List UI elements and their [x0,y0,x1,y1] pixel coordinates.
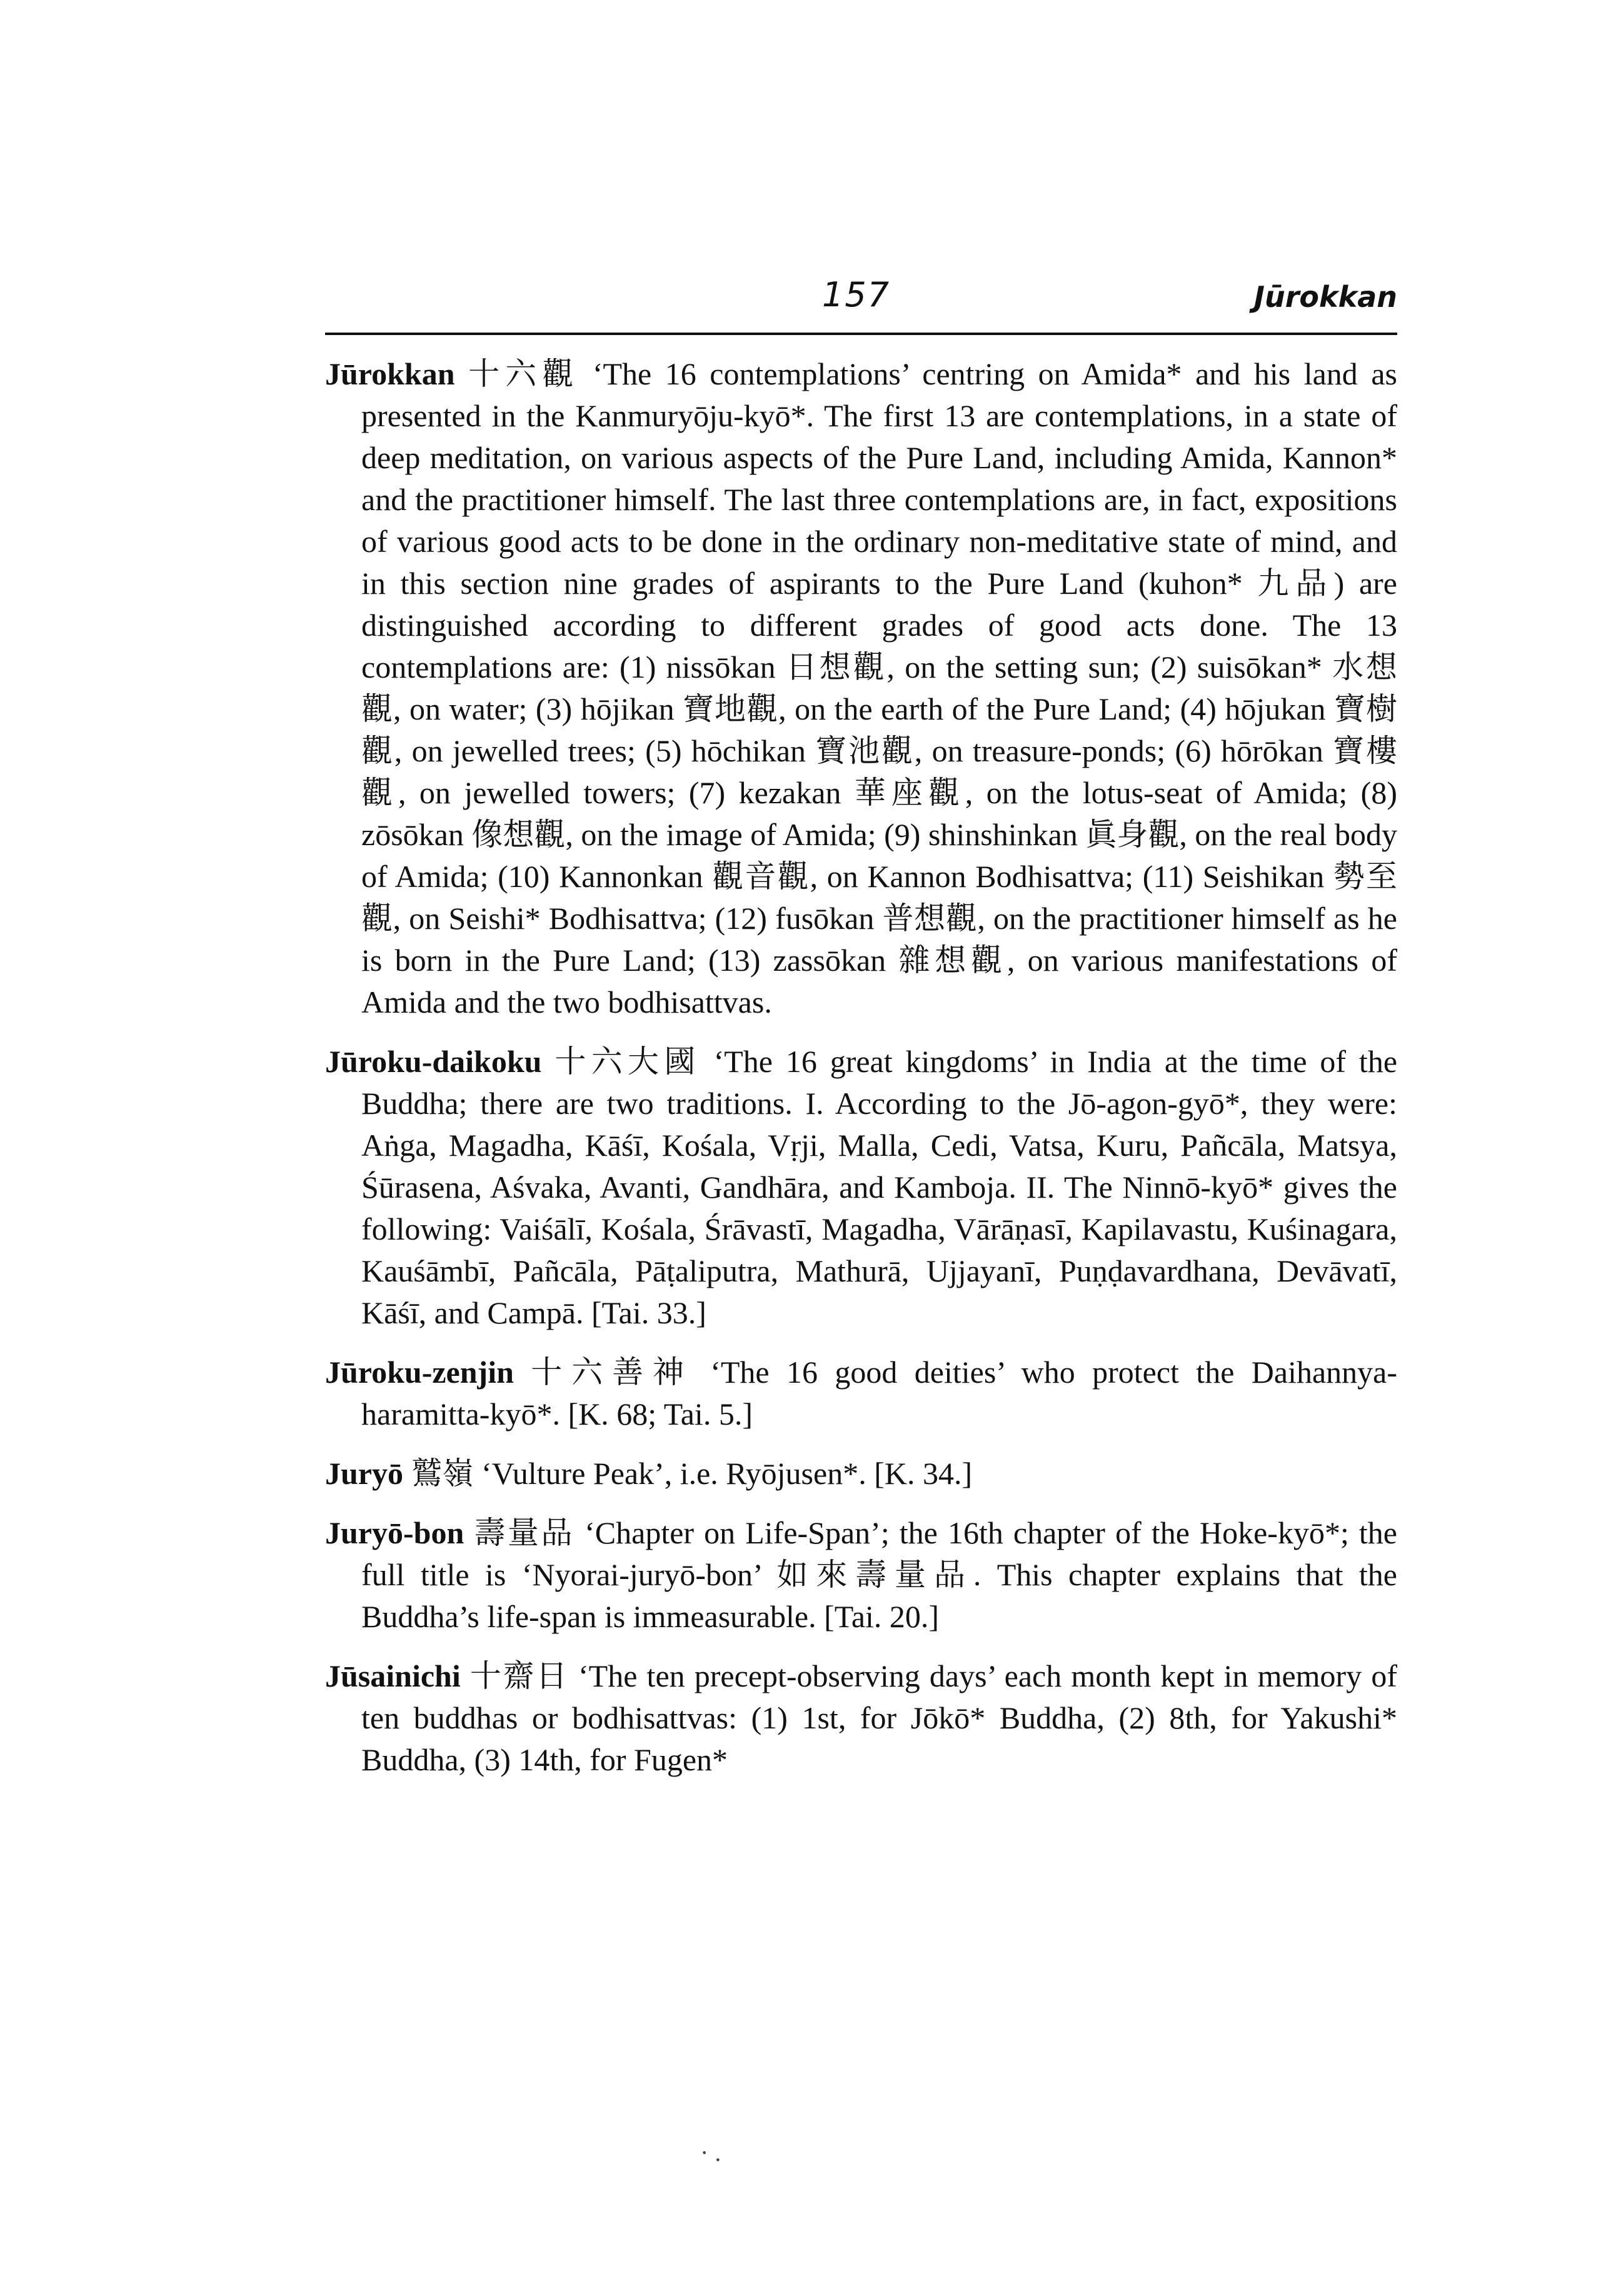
entry-headword: Jūrokkan [325,356,455,391]
entry-juroku-daikoku [325,1041,1397,1334]
entry-headword: Juryō [325,1456,403,1491]
entry-list [325,353,1397,1798]
page-number: 157 [822,275,891,314]
entry-headword: Juryō-bon [325,1515,464,1550]
page-header [325,275,1397,331]
entry-headword: Jūroku-zenjin [325,1355,514,1390]
running-head: Jūrokkan [1253,280,1397,314]
entry-juryo [325,1453,1397,1495]
entry-kanji: 十六大國 [555,1043,701,1080]
entry-juroku-zenjin [325,1351,1397,1435]
entry-text: ‘The 16 contemplations’ centring on Amida* and his land as presented in the Kanmuryōju-kyō*. The first 13 are contemplations, in a state of deep meditation, on various aspects of the Pure Land, including Amida, Kannon* and the practitioner himself. The last three contemplations are, in fact, expositions of various good acts to be done in the ordinary non-meditative state of mind, and in this section nine grades of aspirants to the Pure Land (kuhon* 九品) are distinguished according to different grades of good acts done. The 13 contemplations are: (1) nissōkan 日想觀, on the setting sun; (2) suisōkan* 水想觀, on water; (3) hōjikan 寶地觀, on the earth of the Pure Land; (4) hōjukan 寶樹觀, on jewelled trees; (5) hōchikan 寶池觀, on treasure-ponds; (6) hōrōkan 寶樓觀, on jewelled towers; (7) kezakan 華座觀, on the lotus-seat of Amida; (8) zōsōkan 像想觀, on the image of Amida; (9) shinshinkan 眞身觀, on the real body of Amida; (10) Kannonkan 觀音觀, on Kannon Bodhisattva; (11) Seishikan 勢至觀, on Seishi* Bodhisattva; (12) fusōkan 普想觀, on the practitioner himself as he is born in the Pure Land; (13) zassōkan 雜想觀, on various manifestations of Amida and the two bodhisattvas. [361,356,1398,1020]
entry-juryo-bon [325,1512,1397,1638]
entry-jurokkan [325,353,1397,1023]
entry-text: ‘The ten precept-observing days’ each month kept in memory of ten buddhas or bodhisattvas: (1) 1st, for Jōkō* Buddha, (2) 8th, for Yakushi* Buddha, (3) 14th, for Fugen* [361,1658,1398,1777]
entry-text: ‘The 16 good deities’ who protect the Daihannya-haramitta-kyō*. [K. 68; Tai. 5.] [361,1355,1398,1431]
scan-marks: · . [700,2138,721,2167]
entry-kanji: 十齋日 [469,1658,569,1694]
entry-kanji: 十六善神 [531,1354,693,1390]
entry-text: ‘Chapter on Life-Span’; the 16th chapter of the Hoke-kyō*; the full title is ‘Nyorai-juryō-bon’ 如來壽量品. This chapter explains that the Buddha’s life-span is immeasurable. [Tai. 20.] [361,1515,1398,1634]
header-rule [325,333,1397,335]
entry-headword: Jūroku-daikoku [325,1044,542,1079]
entry-text: ‘Vulture Peak’, i.e. Ryōjusen*. [K. 34.] [481,1456,973,1491]
entry-jusainichi [325,1655,1397,1781]
entry-kanji: 鷲嶺 [411,1455,474,1491]
entry-text: ‘The 16 great kingdoms’ in India at the time of the Buddha; there are two traditions. I. According to the Jō-agon-gyō*, they were: Aṅga, Magadha, Kāśī, Kośala, Vṛji, Malla, Cedi, Vatsa, Kuru, Pañcāla, Matsya, Śūrasena, Aśvaka, Avanti, Gandhāra, and Kamboja. II. The Ninnō-kyō* gives the following: Vaiśālī, Kośala, Śrāvastī, Magadha, Vārāṇasī, Kapilavastu, Kuśinagara, Kauśāmbī, Pañcāla, Pāṭaliputra, Mathurā, Ujjayanī, Puṇḍavardhana, Devāvatī, Kāśī, and Campā. [Tai. 33.] [361,1044,1398,1330]
entry-headword: Jūsainichi [325,1658,461,1693]
entry-kanji: 壽量品 [474,1515,575,1551]
entry-kanji: 十六觀 [468,356,580,392]
